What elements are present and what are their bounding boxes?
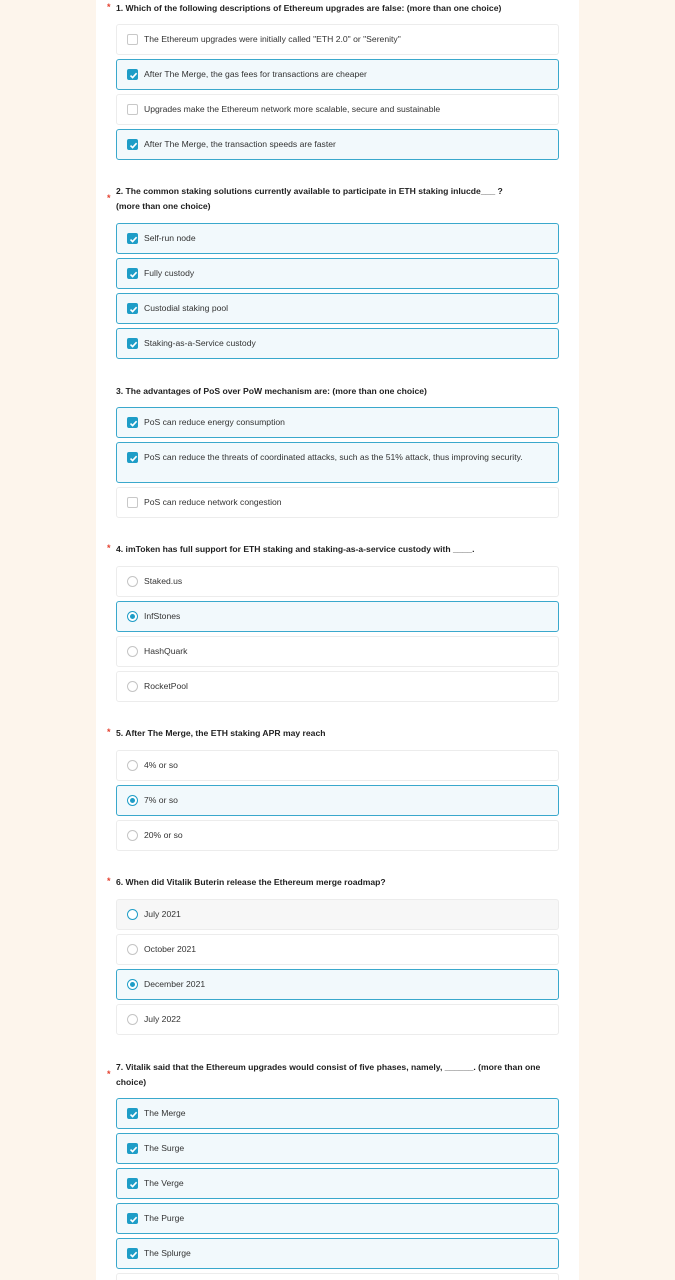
question-title: 3. The advantages of PoS over PoW mechanism are: (more than one choice) <box>116 386 427 396</box>
radio-selected-icon <box>127 795 138 806</box>
option-radio[interactable] <box>116 969 559 1000</box>
checkbox-checked-icon <box>127 139 138 150</box>
option-checkbox[interactable] <box>116 223 559 254</box>
option-radio[interactable] <box>116 934 559 965</box>
question-title: 5. After The Merge, the ETH staking APR may reach <box>116 728 326 738</box>
option-checkbox[interactable] <box>116 59 559 90</box>
option-label: July 2022 <box>144 1014 181 1024</box>
checkbox-checked-icon <box>127 1143 138 1154</box>
option-checkbox[interactable] <box>116 1168 559 1199</box>
option-checkbox[interactable] <box>116 328 559 359</box>
checkbox-checked-icon <box>127 1213 138 1224</box>
checkbox-checked-icon <box>127 1108 138 1119</box>
option-radio[interactable] <box>116 1004 559 1035</box>
option-label: Staking-as-a-Service custody <box>144 338 256 348</box>
radio-icon <box>127 576 138 587</box>
option-label: PoS can reduce energy consumption <box>144 417 285 427</box>
option-label: PoS can reduce network congestion <box>144 497 282 507</box>
question-title: 6. When did Vitalik Buterin release the Ethereum merge roadmap? <box>116 877 386 887</box>
option-label: The Surge <box>144 1143 185 1153</box>
checkbox-checked-icon <box>127 268 138 279</box>
option-label: The Splurge <box>144 1248 191 1258</box>
option-label: The Merge <box>144 1108 186 1118</box>
option-label: RocketPool <box>144 681 188 691</box>
option-checkbox[interactable] <box>116 1203 559 1234</box>
question-title: 4. imToken has full support for ETH staking and staking-as-a-service custody with ____. <box>116 544 475 554</box>
option-label: Custodial staking pool <box>144 303 229 313</box>
option-label: PoS can reduce the threats of coordinated attacks, such as the 51% attack, thus improving security. <box>144 452 523 462</box>
option-radio[interactable] <box>116 636 559 667</box>
option-checkbox[interactable] <box>116 1133 559 1164</box>
option-radio[interactable] <box>116 601 559 632</box>
option-checkbox[interactable] <box>116 293 559 324</box>
question-title: 2. The common staking solutions currently available to participate in ETH staking inlucde___ ? (more than one choice) <box>116 186 503 211</box>
option-label: After The Merge, the gas fees for transactions are cheaper <box>144 69 367 79</box>
radio-selected-icon <box>127 611 138 622</box>
option-label: Fully custody <box>144 268 195 278</box>
checkbox-icon <box>127 34 138 45</box>
option-label: 7% or so <box>144 795 178 805</box>
radio-icon <box>127 944 138 955</box>
required-marker: * <box>107 876 111 886</box>
radio-icon <box>127 830 138 841</box>
radio-icon <box>127 646 138 657</box>
checkbox-checked-icon <box>127 452 138 463</box>
checkbox-checked-icon <box>127 69 138 80</box>
option-radio[interactable] <box>116 671 559 702</box>
checkbox-checked-icon <box>127 417 138 428</box>
option-radio[interactable] <box>116 566 559 597</box>
option-label: 20% or so <box>144 830 183 840</box>
required-marker: * <box>107 2 111 12</box>
option-label: The Verge <box>144 1178 184 1188</box>
option-label: The Purge <box>144 1213 185 1223</box>
option-label: InfStones <box>144 611 181 621</box>
checkbox-icon <box>127 104 138 115</box>
required-marker: * <box>107 1069 111 1079</box>
option-checkbox[interactable] <box>116 442 559 483</box>
radio-selected-icon <box>127 979 138 990</box>
option-label: December 2021 <box>144 979 206 989</box>
option-checkbox[interactable] <box>116 94 559 125</box>
option-radio[interactable] <box>116 820 559 851</box>
option-label: After The Merge, the transaction speeds are faster <box>144 139 336 149</box>
required-marker: * <box>107 193 111 203</box>
option-partial[interactable] <box>116 1273 559 1280</box>
option-checkbox[interactable] <box>116 1098 559 1129</box>
radio-icon <box>127 1014 138 1025</box>
option-label: Upgrades make the Ethereum network more scalable, secure and sustainable <box>144 104 441 114</box>
question-title: 1. Which of the following descriptions of Ethereum upgrades are false: (more than one choice) <box>116 3 502 13</box>
option-checkbox[interactable] <box>116 258 559 289</box>
checkbox-checked-icon <box>127 303 138 314</box>
radio-icon <box>127 681 138 692</box>
checkbox-checked-icon <box>127 1178 138 1189</box>
radio-icon <box>127 760 138 771</box>
option-checkbox[interactable] <box>116 24 559 55</box>
option-label: HashQuark <box>144 646 188 656</box>
option-label: October 2021 <box>144 944 197 954</box>
option-radio[interactable] <box>116 899 559 930</box>
option-checkbox[interactable] <box>116 129 559 160</box>
option-radio[interactable] <box>116 750 559 781</box>
option-label: July 2021 <box>144 909 181 919</box>
checkbox-checked-icon <box>127 338 138 349</box>
required-marker: * <box>107 727 111 737</box>
option-label: The Ethereum upgrades were initially called "ETH 2.0" or "Serenity" <box>144 34 401 44</box>
checkbox-checked-icon <box>127 1248 138 1259</box>
option-checkbox[interactable] <box>116 407 559 438</box>
required-marker: * <box>107 543 111 553</box>
option-radio[interactable] <box>116 785 559 816</box>
option-checkbox[interactable] <box>116 487 559 518</box>
option-checkbox[interactable] <box>116 1238 559 1269</box>
option-label: Self-run node <box>144 233 196 243</box>
checkbox-checked-icon <box>127 233 138 244</box>
option-label: 4% or so <box>144 760 178 770</box>
question-title: 7. Vitalik said that the Ethereum upgrades would consist of five phases, namely, ______. (more than one choice) <box>116 1062 541 1087</box>
survey-card <box>96 0 579 1280</box>
checkbox-icon <box>127 497 138 508</box>
option-label: Staked.us <box>144 576 183 586</box>
radio-icon <box>127 909 138 920</box>
